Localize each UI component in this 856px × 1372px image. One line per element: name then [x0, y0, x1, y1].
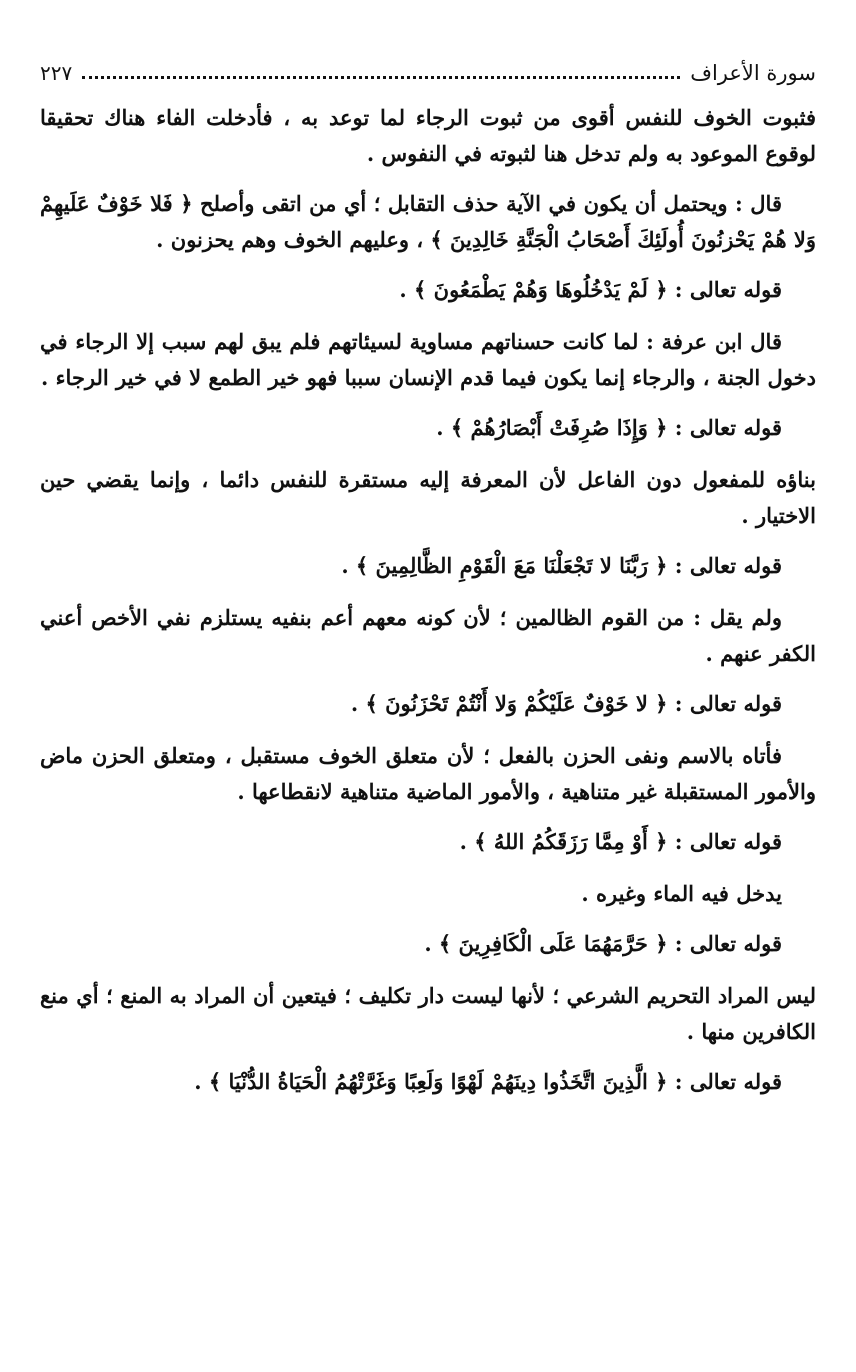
quranic-citation: قوله تعالى : ﴿ لَمْ يَدْخُلُوهَا وَهُمْ يَطْمَعُونَ ﴾ .	[399, 277, 782, 302]
quranic-citation: قوله تعالى : ﴿ الَّذِينَ اتَّخَذُوا دِينَهُمْ لَهْوًا وَلَعِبًا وَغَرَّتْهُمُ الْحَيَاةُ الدُّنْيَا ﴾ .	[194, 1069, 782, 1094]
leader-dots	[82, 76, 680, 79]
quranic-citation: قوله تعالى : ﴿ وَإِذَا صُرِفَتْ أَبْصَارُهُمْ ﴾ .	[436, 415, 782, 440]
quranic-citation: قوله تعالى : ﴿ لا خَوْفٌ عَلَيْكُمْ وَلا أَنْتُمْ تَحْزَنُونَ ﴾ .	[350, 691, 782, 716]
surah-title: سورة الأعراف	[690, 61, 816, 85]
running-header	[40, 58, 816, 88]
paragraph: ليس المراد التحريم الشرعي ؛ لأنها ليست دار تكليف ؛ فيتعين أن المراد به المنع ؛ أي منع الكافرين منها .	[40, 983, 816, 1044]
quranic-citation: قوله تعالى : ﴿ أَوْ مِمَّا رَزَقَكُمُ اللهُ ﴾ .	[459, 829, 782, 854]
body-text	[40, 100, 816, 1116]
quranic-citation: قوله تعالى : ﴿ حَرَّمَهُمَا عَلَى الْكَافِرِينَ ﴾ .	[424, 931, 782, 956]
paragraph: بناؤه للمفعول دون الفاعل لأن المعرفة إليه مستقرة للنفس دائما ، وإنما يقضي حين الاختيار .	[40, 467, 816, 528]
paragraph: قال ابن عرفة : لما كانت حسناتهم مساوية لسيئاتهم فلم يبق لهم سبب إلا الرجاء في دخول الجنة ، والرجاء إنما يكون فيما قدم الإنسان سببا فهو خير الطمع لا في خير الرجاء .	[40, 329, 816, 390]
paragraph: فأتاه بالاسم ونفى الحزن بالفعل ؛ لأن متعلق الخوف مستقبل ، ومتعلق الحزن ماض والأمور المستقبلة غير متناهية ، والأمور الماضية متناهية لانقطاعها .	[40, 743, 816, 804]
paragraph: يدخل فيه الماء وغيره .	[581, 881, 782, 906]
page-number: ٢٢٧	[40, 61, 73, 85]
paragraph: قال : ويحتمل أن يكون في الآية حذف التقابل ؛ أي من اتقى وأصلح ﴿ فَلا خَوْفٌ عَلَيهِمْ وَلا هُمْ يَحْزنُونَ أُولَئِكَ أَصْحَابُ الْجَنَّةِ خَالِدِينَ ﴾ ، وعليهم الخوف وهم يحزنون .	[40, 191, 816, 252]
paragraph: فثبوت الخوف للنفس أقوى من ثبوت الرجاء لما توعد به ، فأدخلت الفاء هناك تحقيقا لوقوع الموعود به ولم تدخل هنا لثبوته في النفوس .	[40, 105, 816, 166]
quranic-citation: قوله تعالى : ﴿ رَبَّنَا لا تَجْعَلْنَا مَعَ الْقَوْمِ الظَّالِمِينَ ﴾ .	[341, 553, 782, 578]
paragraph: ولم يقل : من القوم الظالمين ؛ لأن كونه معهم أعم بنفيه يستلزم نفي الأخص أعني الكفر عنهم .	[40, 605, 816, 666]
